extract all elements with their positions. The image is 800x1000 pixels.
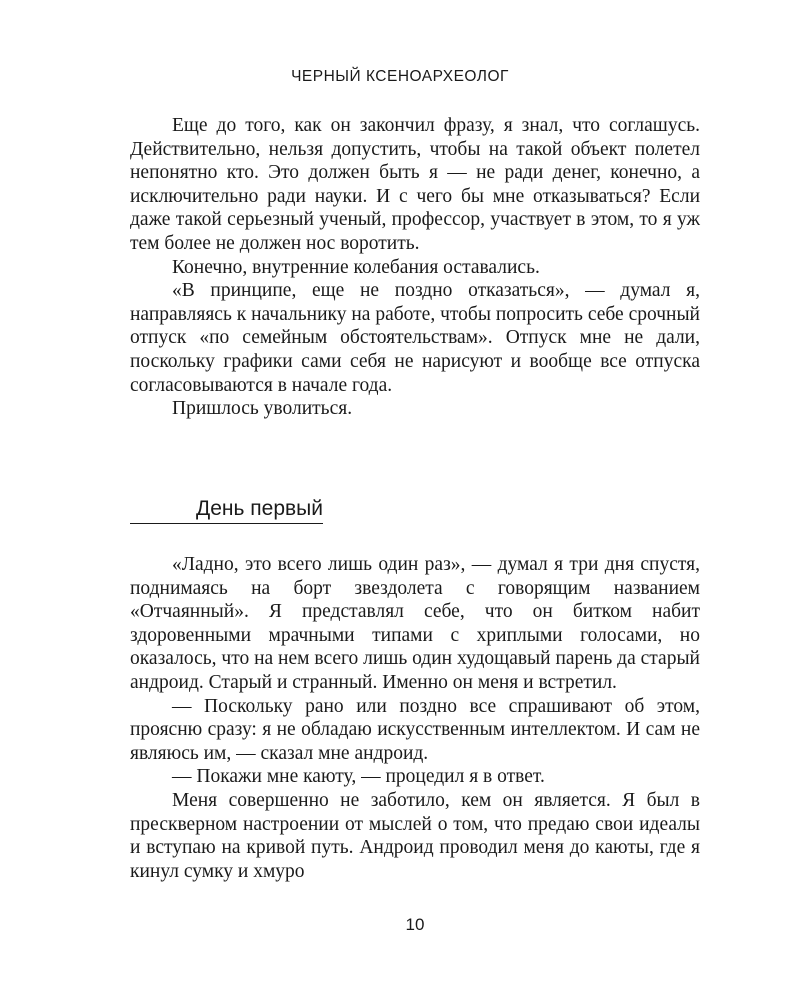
paragraph: «Ладно, это всего лишь один раз», — думал я три дня спустя, поднимаясь на борт звездолета с говорящим названием «Отчаянный». Я представлял себе, что он битком набит здоровенными мрачными типами с хриплыми голосами, но оказалось, что на нем всего лишь один худощавый парень да старый андроид. Старый и странный. Именно он меня и встретил. xyxy=(130,554,700,693)
paragraph: Конечно, внутренние колебания оставались. xyxy=(172,256,540,278)
chapter-heading: День первый xyxy=(130,497,323,524)
paragraph: — Покажи мне каюту, — процедил я в ответ. xyxy=(172,766,545,788)
paragraph: Еще до того, как он закончил фразу, я знал, что соглашусь. Действительно, нельзя допустить, чтобы на такой объект полетел непонятно кто. Это должен быть я — не ради денег, конечно, а исключительно ради науки. И с чего бы мне отказываться? Если даже такой серьезный ученый, профессор, участвует в этом, то я уж тем более не должен нос воротить. xyxy=(130,115,700,254)
page-number: 10 xyxy=(405,915,425,934)
paragraph: — Поскольку рано или поздно все спрашивают об этом, проясню сразу: я не обладаю искусственным интеллектом. И сам не являюсь им, — сказал мне андроид. xyxy=(130,695,700,764)
body-text-section-2 xyxy=(130,553,700,883)
paragraph: Пришлось уволиться. xyxy=(172,398,353,420)
running-head: ЧЕРНЫЙ КСЕНОАРХЕОЛОГ xyxy=(291,68,509,85)
paragraph: «В принципе, еще не поздно отказаться», — думал я, направляясь к начальнику на работе, чтобы попросить себе срочный отпуск «по семейным обстоятельствам». Отпуск мне не дали, поскольку графики сами себя не нарисуют и вообще все отпуска согласовываются в начале года. xyxy=(130,280,700,396)
paragraph: Меня совершенно не заботило, кем он является. Я был в прескверном настроении от мыслей о том, что предаю свои идеалы и вступаю на кривой путь. Андроид проводил меня до каюты, где я кинул сумку и хмуро xyxy=(130,789,700,882)
body-text-section-1 xyxy=(130,114,700,421)
